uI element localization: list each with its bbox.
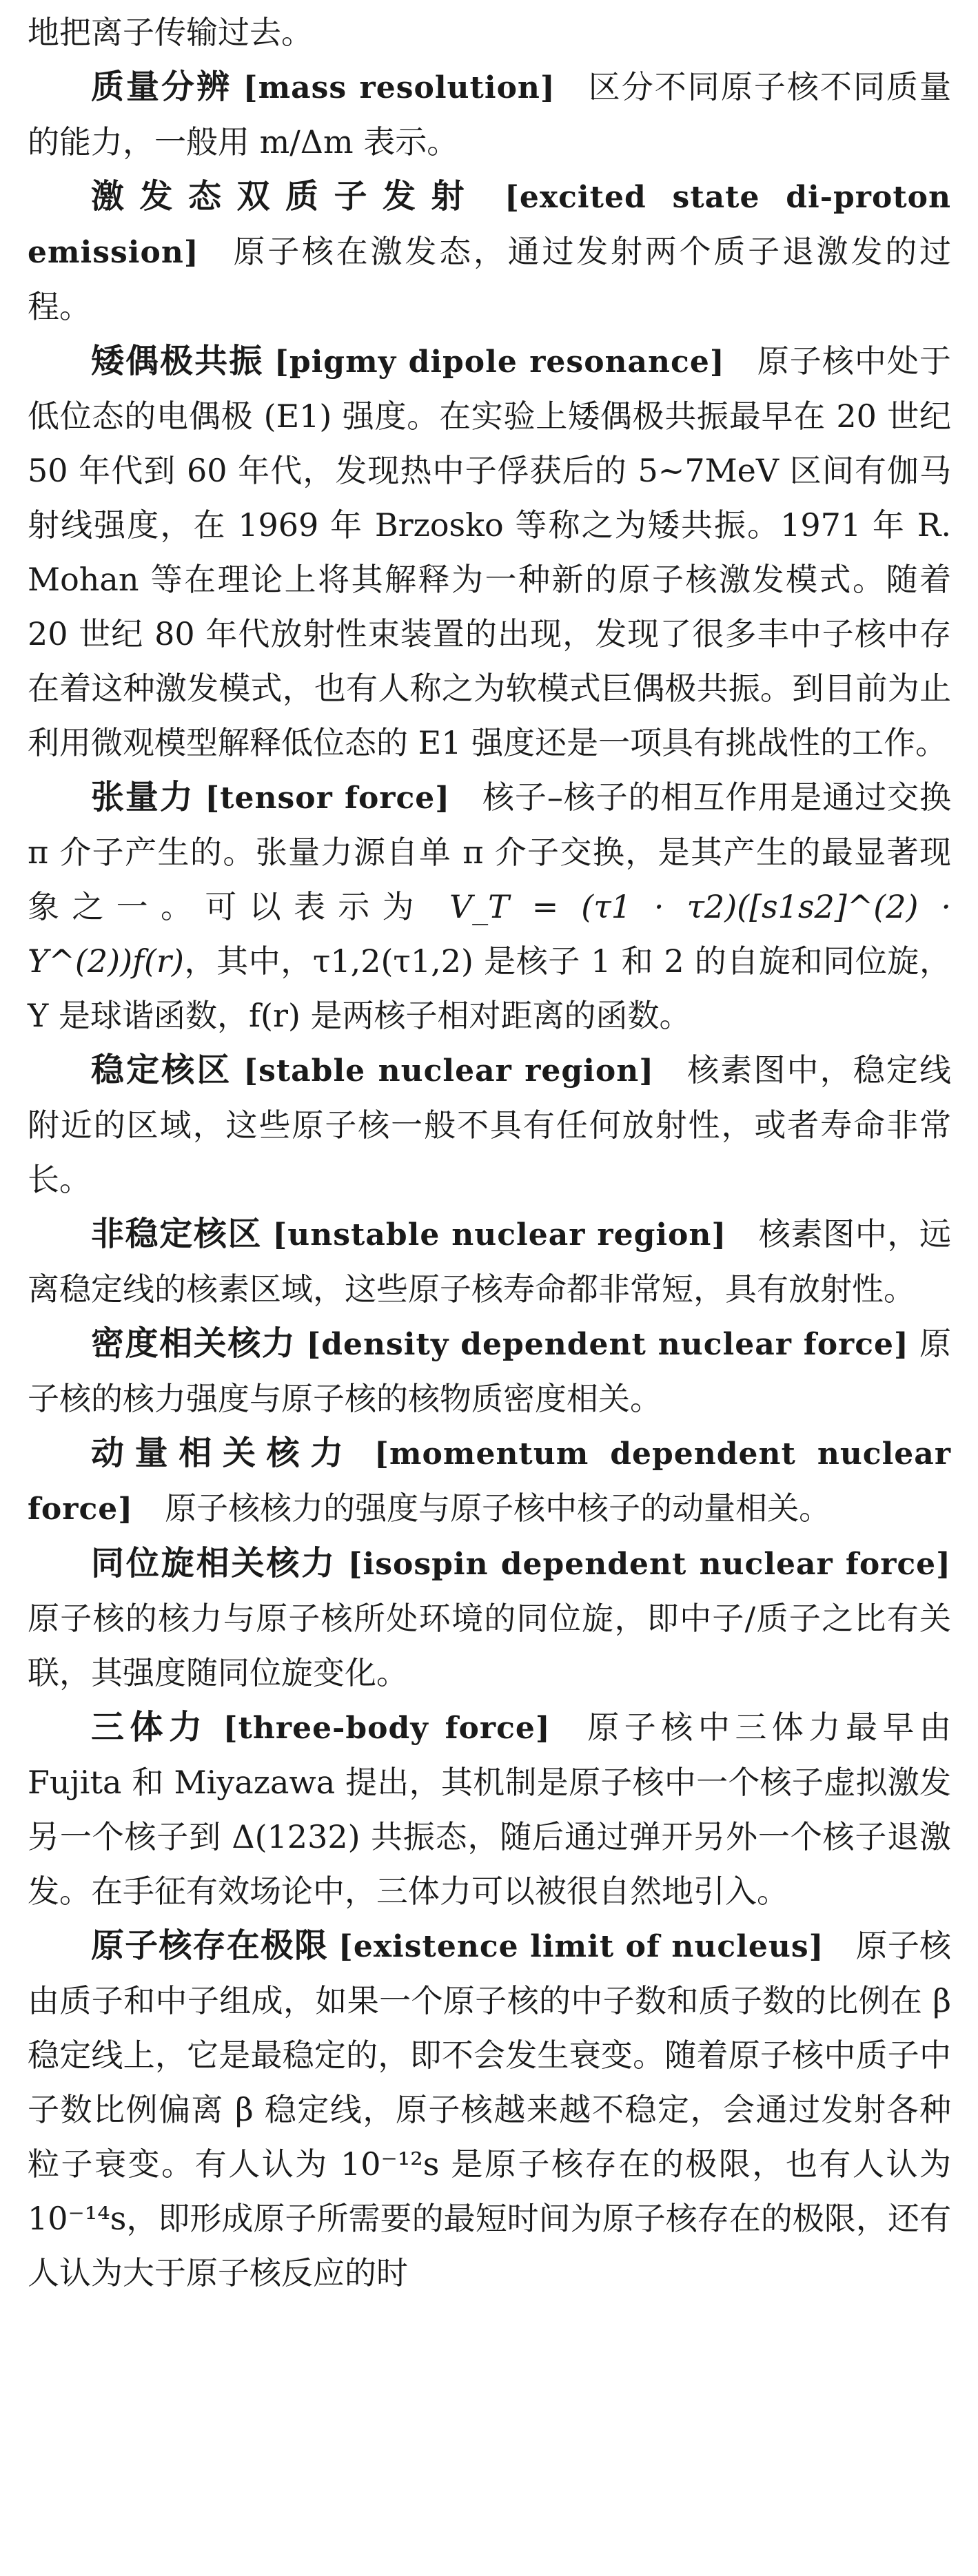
entry-body: 核素图中，远离稳定线的核素区域，这些原子核寿命都非常短，具有放射性。 (28, 1215, 951, 1308)
entry-term: 动量相关核力 (91, 1434, 354, 1472)
entry-unstable-region (28, 1207, 951, 1317)
entry-term: 同位旋相关核力 (91, 1544, 337, 1583)
entry-english: [momentum dependent nuclear force] (28, 1436, 951, 1527)
entry-isospin-dependent (28, 1536, 951, 1700)
entry-english: [mass resolution] (243, 70, 556, 105)
entry-term: 原子核存在极限 (91, 1926, 329, 1965)
entry-body: 区分不同原子核不同质量的能力，一般用 m/Δm 表示。 (28, 68, 951, 161)
entry-body: 原子核由质子和中子组成，如果一个原子核的中子数和质子数的比例在 β 稳定线上，它是最稳定的，即不会发生衰变。随着原子核中质子中子数比例偏离 β 稳定线，原子核越来越不稳定，会通过发射各种粒子衰变。有人认为 10⁻¹²s 是原子核存在的极限，也有人认为 10⁻¹⁴s，即形成原子所需要的最短时间为原子核存在的极限，还有人认为大于原子核反应的时 (28, 1927, 951, 2291)
entry-density-dependent (28, 1317, 951, 1426)
entry-english: [excited state di-proton emission] (28, 180, 951, 270)
entry-english: [density dependent nuclear force] (306, 1327, 909, 1362)
entry-body: 原子核在激发态，通过发射两个质子退激发的过程。 (28, 233, 951, 325)
entry-term: 稳定核区 (91, 1051, 232, 1089)
entry-english: [unstable nuclear region] (272, 1217, 727, 1253)
entry-term: 非稳定核区 (91, 1215, 263, 1253)
entry-body: 原子核中处于低位态的电偶极 (E1) 强度。在实验上矮偶极共振最早在 20 世纪 50 年代到 60 年代，发现热中子俘获后的 5~7MeV 区间有伽马射线强度，在 1969 年 Brzosko 等称之为矮共振。1971 年 R. Mohan 等在理论上将其解释为一种新的原子核激发模式。随着 20 世纪 80 年代放射性束装置的出现，发现了很多丰中子核中存在着这种激发模式，也有人称之为软模式巨偶极共振。到目前为止利用微观模型解释低位态的 E1 强度还是一项具有挑战性的工作。 (28, 342, 952, 761)
entry-excited-di-proton (28, 169, 951, 334)
entry-english: [stable nuclear region] (243, 1053, 655, 1089)
document-page (28, 6, 951, 2300)
entry-body-continued: ，其中，τ1,2(τ1,2) 是核子 1 和 2 的自旋和同位旋，Y 是球谐函数，f(r) 是两核子相对距离的函数。 (28, 942, 951, 1034)
entry-english: [isospin dependent nuclear force] (347, 1547, 951, 1582)
entry-english: [existence limit of nucleus] (338, 1929, 824, 1964)
entry-pigmy-dipole (28, 334, 951, 770)
entry-term: 张量力 (91, 778, 194, 816)
entry-body: 原子核的核力强度与原子核的核物质密度相关。 (28, 1325, 951, 1417)
entry-tensor-force (28, 770, 951, 1043)
intro-line: 地把离子传输过去。 (28, 14, 313, 51)
tensor-formula: V_T = (τ1 · τ2)([s1s2]^(2) · Y^(2))f(r) (28, 888, 951, 980)
entry-term: 矮偶极共振 (91, 342, 264, 380)
entry-term: 质量分辨 (91, 68, 232, 106)
entry-body: 原子核中三体力最早由 Fujita 和 Miyazawa 提出，其机制是原子核中一个核子虚拟激发另一个核子到 Δ(1232) 共振态，随后通过弹开另外一个核子退激发。在手征有效场论中，三体力可以被很自然地引入。 (28, 1709, 951, 1910)
entry-english: [three-body force] (223, 1711, 551, 1746)
entry-english: [tensor force] (205, 781, 451, 816)
entry-body: 原子核核力的强度与原子核中核子的动量相关。 (165, 1490, 831, 1527)
entry-three-body-force (28, 1700, 951, 1919)
entry-body: 原子核的核力与原子核所处环境的同位旋，即中子/质子之比有关联，其强度随同位旋变化。 (28, 1600, 951, 1691)
entry-body: 核子–核子的相互作用是通过交换 π 介子产生的。张量力源自单 π 介子交换，是其产生的最显著现象之一。可以表示为 (28, 779, 952, 925)
entry-term: 三体力 (91, 1708, 208, 1746)
entry-body: 核素图中，稳定线附近的区域，这些原子核一般不具有任何放射性，或者寿命非常长。 (28, 1051, 951, 1198)
entry-existence-limit (28, 1919, 951, 2300)
entry-term: 密度相关核力 (91, 1324, 296, 1363)
entry-stable-region (28, 1043, 951, 1207)
entry-mass-resolution (28, 60, 951, 169)
entry-english: [pigmy dipole resonance] (274, 344, 725, 380)
entry-momentum-dependent (28, 1426, 951, 1536)
entry-term: 激发态双质子发射 (91, 177, 480, 216)
